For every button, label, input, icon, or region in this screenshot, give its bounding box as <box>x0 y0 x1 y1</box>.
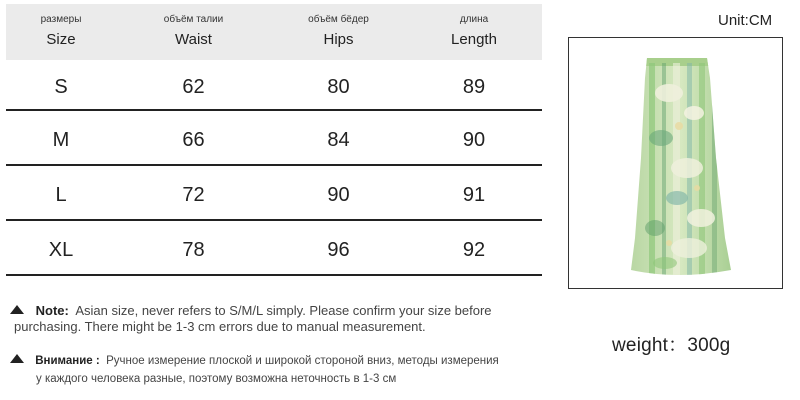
unit-label: Unit:CM <box>718 12 773 29</box>
table-row <box>6 166 542 221</box>
size-chart-table <box>6 4 542 276</box>
note-title: Note: <box>35 303 69 318</box>
note-text-line1: Asian size, never refers to S/M/L simply. Please confirm your size before <box>75 303 492 318</box>
cell-waist: 72 <box>182 184 205 206</box>
table-row <box>6 60 542 111</box>
cell-hips: 96 <box>327 239 350 261</box>
note-text-line1: Ручное измерение плоской и широкой стороной вниз, методы измерения <box>106 355 499 367</box>
cell-hips: 80 <box>327 76 350 98</box>
cell-hips: 84 <box>327 129 350 151</box>
table-row <box>6 221 542 276</box>
header-length-ru: длина <box>459 14 489 25</box>
header-waist <box>116 4 271 60</box>
header-length-en: Length <box>451 31 497 48</box>
table-row <box>6 111 542 166</box>
warning-triangle-icon <box>10 305 24 314</box>
cell-length: 91 <box>462 184 486 206</box>
cell-size: M <box>52 129 70 151</box>
warning-triangle-icon <box>10 354 24 363</box>
header-size-ru: размеры <box>40 14 82 25</box>
product-image-frame <box>568 37 783 289</box>
header-waist-en: Waist <box>175 31 212 48</box>
header-length <box>406 4 542 60</box>
cell-waist: 66 <box>182 129 205 151</box>
skirt-photo-icon <box>569 38 782 288</box>
table-header-row <box>6 4 542 60</box>
header-hips-ru: объём бёдер <box>308 14 369 25</box>
header-waist-ru: объём талии <box>163 14 224 25</box>
cell-length: 90 <box>462 129 486 151</box>
note-title: Внимание : <box>35 355 100 367</box>
cell-size: L <box>55 184 67 206</box>
header-hips-en: Hips <box>323 31 354 48</box>
cell-length: 92 <box>462 239 486 261</box>
cell-size: S <box>54 76 68 98</box>
header-hips <box>271 4 406 60</box>
note-russian <box>10 352 550 388</box>
cell-size: XL <box>48 239 74 261</box>
cell-waist: 78 <box>182 239 205 261</box>
note-text-line2: purchasing. There might be 1-3 cm errors due to manual measurement. <box>14 319 426 334</box>
note-english <box>10 303 550 335</box>
header-size-en: Size <box>46 31 76 48</box>
weight-label: weight：300g <box>612 335 731 356</box>
note-text-line2: у каждого человека разные, поэтому возможна неточность в 1-3 см <box>36 373 397 385</box>
cell-length: 89 <box>462 76 486 98</box>
cell-hips: 90 <box>327 184 350 206</box>
header-size <box>6 4 116 60</box>
cell-waist: 62 <box>182 76 205 98</box>
